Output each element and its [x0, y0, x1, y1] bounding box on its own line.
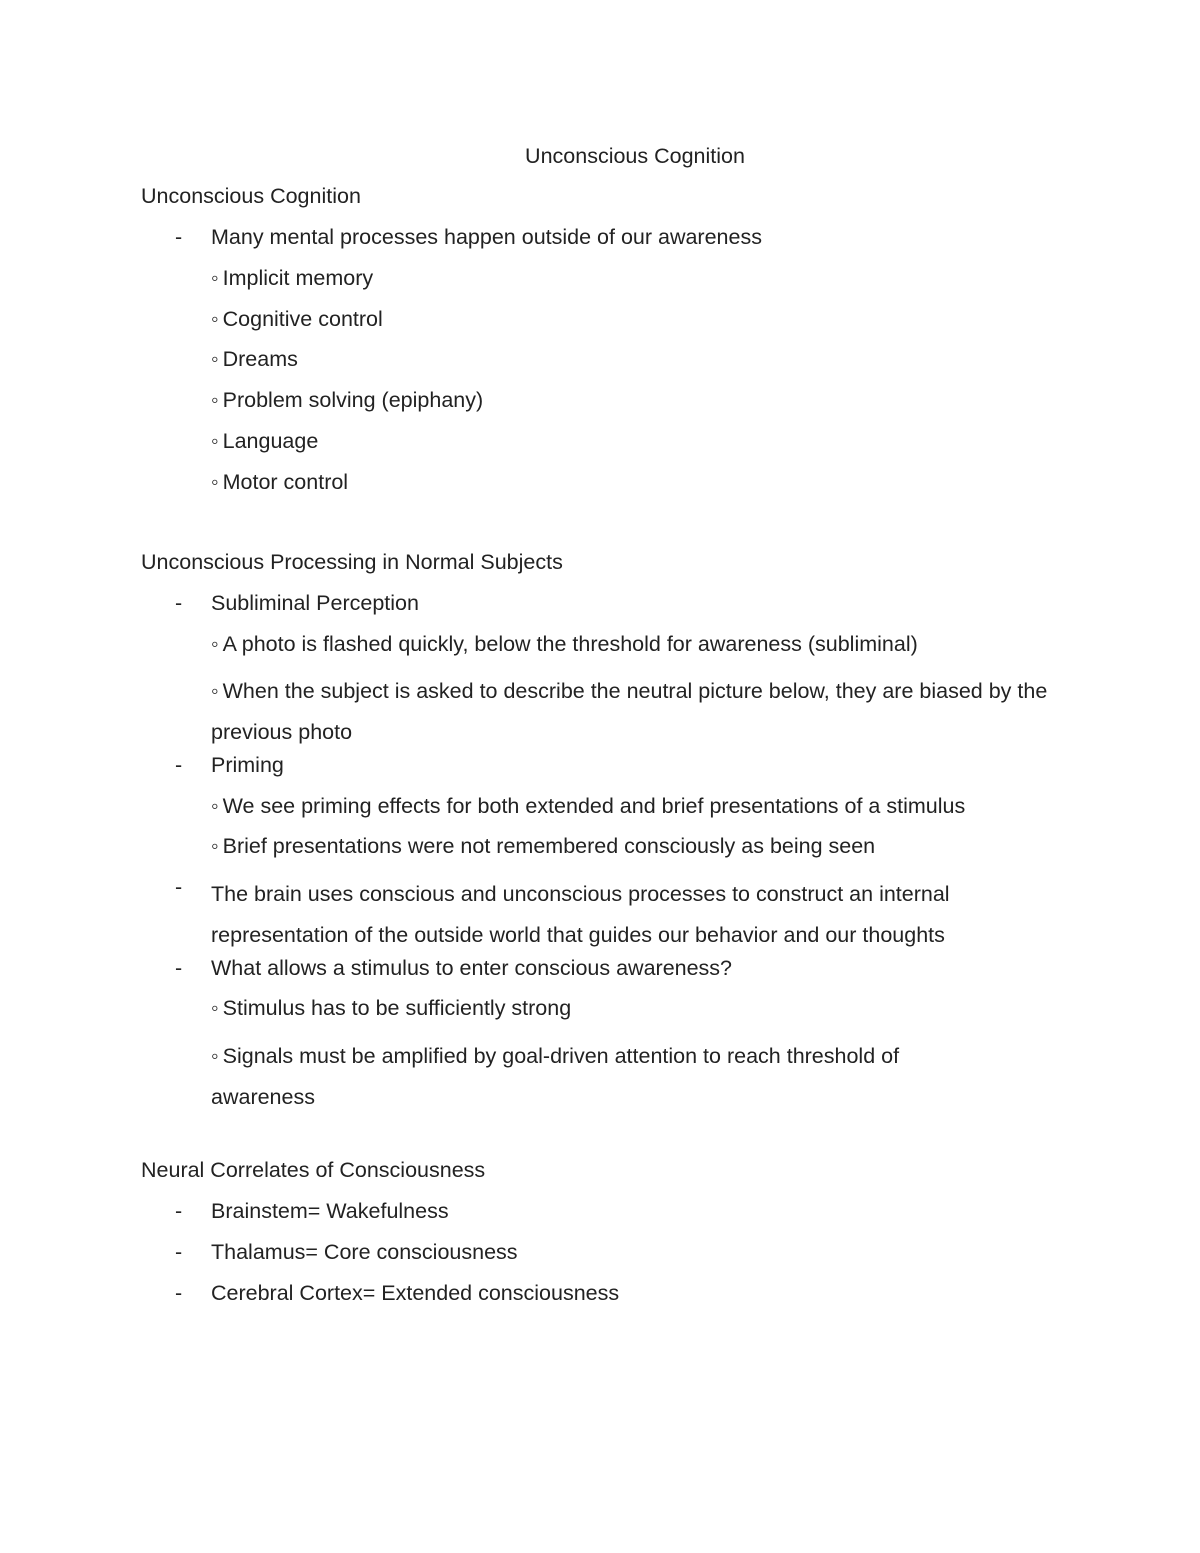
list-item: Thalamus= Core consciousness: [211, 1240, 518, 1264]
sub-list-item: [211, 265, 373, 291]
bullet-icon: ◦: [211, 388, 219, 412]
bullet-icon: ◦: [211, 1044, 219, 1068]
list-item: The brain uses conscious and unconscious processes to construct an internal representation of the outside world that guides our behavior and our thoughts: [211, 882, 950, 947]
sub-list-item: [211, 833, 875, 859]
sub-list-item-text: Language: [222, 429, 319, 453]
sub-list-item: [211, 1036, 1001, 1117]
list-item: Many mental processes happen outside of our awareness: [211, 225, 762, 249]
bullet-icon: ◦: [211, 834, 219, 858]
dash-marker: -: [175, 753, 183, 777]
dash-marker: -: [175, 956, 183, 980]
bullet-icon: ◦: [211, 996, 219, 1020]
bullet-icon: ◦: [211, 632, 219, 656]
bullet-icon: ◦: [211, 429, 219, 453]
sub-list-item: [211, 671, 1071, 752]
sub-list-item-text: A photo is flashed quickly, below the threshold for awareness (subliminal): [222, 632, 918, 656]
bullet-icon: ◦: [211, 470, 219, 494]
list-item: Priming: [211, 753, 284, 777]
sub-list-item-text: Implicit memory: [222, 266, 374, 290]
section-heading: Neural Correlates of Consciousness: [141, 1158, 486, 1182]
list-item: Subliminal Perception: [211, 591, 419, 615]
dash-marker: -: [175, 225, 183, 249]
sub-list-item: [211, 387, 483, 413]
dash-marker: -: [175, 1240, 183, 1264]
sub-list-item-text: Signals must be amplified by goal-driven attention to reach threshold of awareness: [211, 1044, 900, 1109]
sub-list-item: [211, 469, 348, 495]
bullet-icon: ◦: [211, 794, 219, 818]
list-item: What allows a stimulus to enter conscious awareness?: [211, 956, 733, 980]
section-heading: Unconscious Processing in Normal Subjects: [141, 550, 563, 574]
sub-list-item: [211, 346, 298, 372]
sub-list-item-text: Dreams: [222, 347, 298, 371]
sub-list-item-text: When the subject is asked to describe the neutral picture below, they are biased by the previous photo: [211, 679, 1048, 744]
bullet-icon: ◦: [211, 679, 219, 703]
sub-list-item-text: We see priming effects for both extended and brief presentations of a stimulus: [222, 794, 966, 818]
sub-list-item: [211, 631, 918, 657]
section-heading: Unconscious Cognition: [141, 184, 361, 208]
dash-marker: -: [175, 875, 183, 899]
dash-marker: -: [175, 1281, 183, 1305]
document-title: Unconscious Cognition: [525, 144, 745, 168]
sub-list-item-text: Problem solving (epiphany): [222, 388, 484, 412]
sub-list-item: [211, 428, 318, 454]
bullet-icon: ◦: [211, 266, 219, 290]
sub-list-item-text: Motor control: [222, 470, 349, 494]
sub-list-item-text: Stimulus has to be sufficiently strong: [222, 996, 572, 1020]
bullet-icon: ◦: [211, 307, 219, 331]
dash-marker: -: [175, 1199, 183, 1223]
dash-marker: -: [175, 591, 183, 615]
bullet-icon: ◦: [211, 347, 219, 371]
list-item: Brainstem= Wakefulness: [211, 1199, 449, 1223]
sub-list-item-text: Brief presentations were not remembered consciously as being seen: [222, 834, 876, 858]
sub-list-item: [211, 793, 965, 819]
list-item: Cerebral Cortex= Extended consciousness: [211, 1281, 620, 1305]
sub-list-item: [211, 995, 571, 1021]
sub-list-item: [211, 306, 383, 332]
sub-list-item-text: Cognitive control: [222, 307, 383, 331]
